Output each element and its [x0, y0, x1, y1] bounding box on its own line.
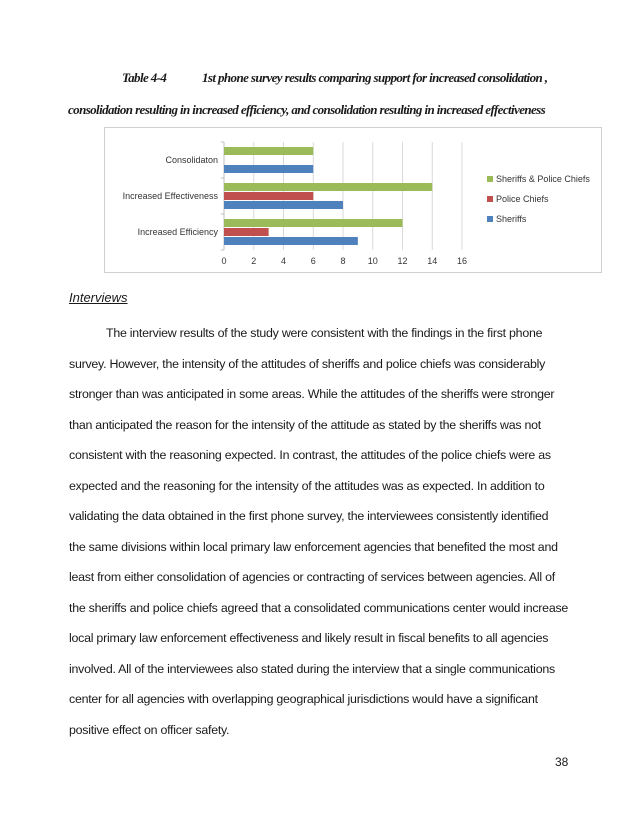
page-number: 38 [555, 755, 569, 769]
table-label: Table 4-4 [122, 70, 167, 85]
legend-swatch [487, 216, 493, 222]
paragraph-line: expected and the reasoning for the intensity of the attitudes was as expected. In addition to [69, 478, 545, 493]
paragraph-line: validating the data obtained in the first phone survey, the interviewees consistently identified [69, 509, 549, 523]
paragraph-line: the sheriffs and police chiefs agreed that a consolidated communications center would increase [69, 600, 569, 615]
paragraph-line: involved. All of the interviewees also stated during the interview that a single communications [69, 661, 555, 676]
x-tick-label: 16 [456, 256, 468, 266]
table-title-line-1: 1st phone survey results comparing support for increased consolidation , [202, 70, 548, 85]
chart-container [104, 127, 602, 273]
x-tick-label: 14 [427, 256, 438, 266]
x-tick-label: 8 [340, 256, 346, 266]
legend-label: Police Chiefs [496, 194, 549, 204]
x-tick-label: 0 [221, 256, 227, 266]
bar [224, 219, 403, 227]
bar [224, 237, 358, 245]
bar [224, 192, 313, 200]
bar [224, 228, 269, 236]
category-label: Increased Efficiency [137, 227, 218, 237]
body-paragraph [69, 318, 584, 745]
legend-swatch [487, 176, 493, 182]
category-label: Increased Effectiveness [122, 191, 218, 201]
section-heading: Interviews [69, 290, 128, 305]
x-tick-label: 4 [280, 256, 287, 266]
table-title-line-2: consolidation resulting in increased efficiency, and consolidation resulting in increased effectiveness [68, 102, 546, 117]
bar-chart [105, 128, 601, 272]
paragraph-line: The interview results of the study were consistent with the findings in the first phone [106, 326, 543, 340]
paragraph-line: center for all agencies with overlapping geographical jurisdictions would have a significant [69, 692, 538, 706]
paragraph-line: least from either consolidation of agencies or contracting of services between agencies. All of [69, 570, 555, 584]
x-tick-label: 6 [310, 256, 316, 266]
paragraph-line: local primary law enforcement effectiveness and likely result in fiscal benefits to all agencies [69, 631, 549, 645]
paragraph-line: than anticipated the reason for the intensity of the attitude as stated by the sheriffs was not [69, 417, 541, 432]
bar [224, 147, 313, 155]
bar [224, 183, 432, 191]
paragraph-line: positive effect on officer safety. [69, 722, 230, 737]
paragraph-line: the same divisions within local primary law enforcement agencies that benefited the most and [69, 539, 558, 554]
x-tick-label: 10 [367, 256, 378, 266]
x-tick-label: 2 [251, 256, 257, 266]
x-tick-label: 12 [397, 256, 408, 266]
category-label: Consolidaton [165, 155, 218, 165]
legend-swatch [487, 196, 493, 202]
paragraph-line: survey. However, the intensity of the attitudes of sheriffs and police chiefs was considerably [69, 356, 546, 371]
bar [224, 165, 313, 173]
legend-label: Sheriffs & Police Chiefs [496, 174, 590, 184]
paragraph-line: stronger than was anticipated in some areas. While the attitudes of the sheriffs were stronger [69, 387, 555, 401]
bar [224, 201, 343, 209]
legend-label: Sheriffs [496, 214, 527, 224]
paragraph-line: consistent with the reasoning expected. In contrast, the attitudes of the police chiefs were as [69, 448, 551, 462]
